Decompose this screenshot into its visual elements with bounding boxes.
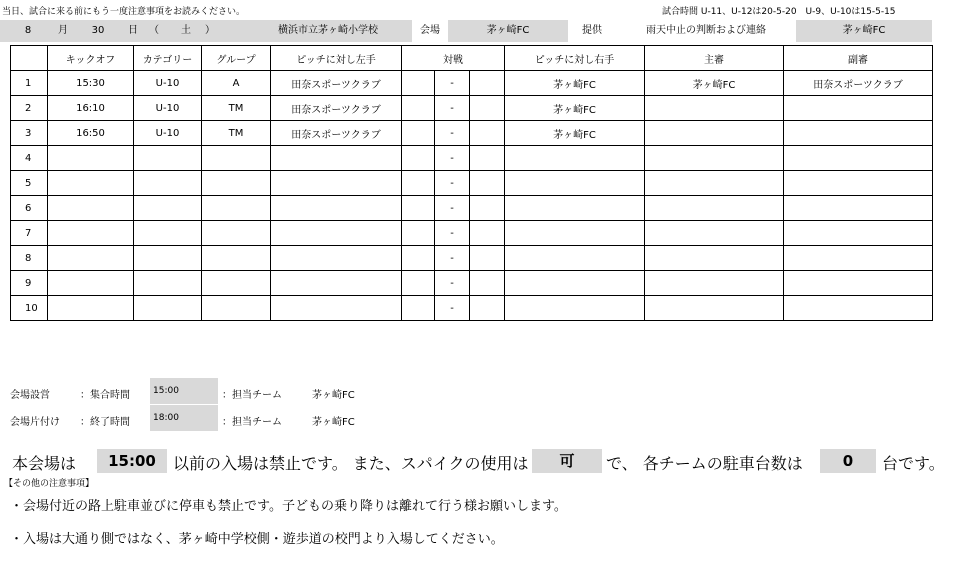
right-team-cell: 茅ヶ崎FC — [505, 121, 645, 146]
col-assistant: 副審 — [784, 46, 933, 71]
table-row — [11, 271, 933, 296]
versus-left-score — [402, 171, 435, 196]
group-cell: A — [202, 71, 271, 96]
right-team-cell: 茅ヶ崎FC — [505, 71, 645, 96]
right-team-cell — [505, 146, 645, 171]
day-label: 日 — [128, 25, 138, 36]
versus-dash: - — [435, 121, 470, 146]
match-time-note: 試合時間 U-11、U-12は20-5-20 U-9、U-10は15-5-15 — [662, 7, 896, 17]
row-number: 3 — [11, 121, 48, 146]
versus-left-score — [402, 296, 435, 321]
month-label: 月 — [58, 25, 68, 36]
kickoff-cell — [48, 196, 134, 221]
versus-dash: - — [435, 171, 470, 196]
versus-left-score — [402, 96, 435, 121]
assistant-cell — [784, 96, 933, 121]
left-team-cell — [271, 271, 402, 296]
notice-part1: 本会場は — [12, 454, 77, 473]
kickoff-cell: 15:30 — [48, 71, 134, 96]
referee-cell — [645, 296, 784, 321]
row-number: 6 — [11, 196, 48, 221]
kickoff-cell: 16:10 — [48, 96, 134, 121]
venue-host: 茅ヶ崎FC — [486, 25, 530, 36]
kickoff-cell — [48, 146, 134, 171]
group-cell — [202, 196, 271, 221]
table-row — [11, 96, 933, 121]
referee-cell — [645, 221, 784, 246]
referee-cell — [645, 196, 784, 221]
versus-left-score — [402, 246, 435, 271]
referee-cell — [645, 121, 784, 146]
category-cell — [134, 271, 202, 296]
row-number: 5 — [11, 171, 48, 196]
group-cell — [202, 296, 271, 321]
category-cell — [134, 246, 202, 271]
setup-label: 会場設営 — [10, 390, 50, 401]
col-versus: 対戦 — [402, 46, 505, 71]
table-row — [11, 121, 933, 146]
col-kickoff: キックオフ — [48, 46, 134, 71]
notice-part2: 以前の入場は禁止です。 また、スパイクの使用は — [173, 454, 529, 473]
note-item: ・会場付近の路上駐車並びに停車も禁止です。子どもの乗り降りは離れて行う様お願いします。 — [10, 499, 567, 514]
assistant-cell — [784, 196, 933, 221]
versus-dash: - — [435, 221, 470, 246]
assistant-cell — [784, 221, 933, 246]
cleanup-label: 会場片付け — [10, 417, 60, 428]
rain-label: 雨天中止の判断および連絡 — [616, 20, 796, 42]
category-cell: U-10 — [134, 121, 202, 146]
assistant-cell: 田奈スポーツクラブ — [784, 71, 933, 96]
notice-part3: で、 各チームの駐車台数は — [606, 454, 803, 473]
left-team-cell — [271, 221, 402, 246]
left-team-cell — [271, 196, 402, 221]
col-left-team: ピッチに対し左手 — [271, 46, 402, 71]
top-note: 当日、試合に来る前にもう一度注意事項をお読みください。 — [2, 7, 246, 17]
row-number: 8 — [11, 246, 48, 271]
kickoff-cell — [48, 246, 134, 271]
left-team-cell: 田奈スポーツクラブ — [271, 96, 402, 121]
versus-dash: - — [435, 71, 470, 96]
setup-time: 15:00 — [153, 386, 179, 396]
setup-team-label: ：担当チーム — [222, 390, 282, 401]
assistant-cell — [784, 296, 933, 321]
group-cell — [202, 171, 271, 196]
cleanup-team-label: ：担当チーム — [222, 417, 282, 428]
versus-right-score — [470, 196, 505, 221]
rain-contact: 茅ヶ崎FC — [842, 25, 886, 36]
assistant-cell — [784, 271, 933, 296]
versus-right-score — [470, 146, 505, 171]
kickoff-cell — [48, 271, 134, 296]
setup-time-label: ：集合時間 — [80, 390, 130, 401]
paren-open: （ — [149, 25, 159, 36]
cleanup-time-label: ：終了時間 — [80, 417, 130, 428]
category-cell — [134, 296, 202, 321]
col-category: カテゴリー — [134, 46, 202, 71]
category-cell — [134, 221, 202, 246]
table-row — [11, 246, 933, 271]
versus-right-score — [470, 71, 505, 96]
right-team-cell: 茅ヶ崎FC — [505, 96, 645, 121]
versus-right-score — [470, 246, 505, 271]
table-row — [11, 221, 933, 246]
paren-close: ） — [205, 25, 215, 36]
assistant-cell — [784, 171, 933, 196]
match-schedule-table — [10, 45, 933, 321]
kickoff-cell: 16:50 — [48, 121, 134, 146]
versus-left-score — [402, 71, 435, 96]
month-value: 8 — [24, 25, 32, 36]
group-cell: TM — [202, 121, 271, 146]
versus-right-score — [470, 221, 505, 246]
category-cell — [134, 171, 202, 196]
notice-part4: 台です。 — [882, 454, 945, 473]
category-cell — [134, 196, 202, 221]
category-cell: U-10 — [134, 71, 202, 96]
versus-left-score — [402, 121, 435, 146]
group-cell — [202, 146, 271, 171]
versus-right-score — [470, 271, 505, 296]
versus-dash: - — [435, 246, 470, 271]
assistant-cell — [784, 121, 933, 146]
table-row — [11, 71, 933, 96]
referee-cell — [645, 246, 784, 271]
versus-right-score — [470, 121, 505, 146]
provide-label: 提供 — [568, 20, 616, 42]
versus-dash: - — [435, 146, 470, 171]
referee-cell: 茅ヶ崎FC — [645, 71, 784, 96]
group-cell: TM — [202, 96, 271, 121]
referee-cell — [645, 271, 784, 296]
referee-cell — [645, 171, 784, 196]
row-number: 1 — [11, 71, 48, 96]
left-team-cell — [271, 146, 402, 171]
note-item: ・入場は大通り側ではなく、茅ヶ崎中学校側・遊歩道の校門より入場してください。 — [10, 532, 504, 547]
table-row — [11, 196, 933, 221]
right-team-cell — [505, 196, 645, 221]
col-no — [11, 46, 48, 71]
col-referee: 主審 — [645, 46, 784, 71]
versus-left-score — [402, 196, 435, 221]
table-row — [11, 171, 933, 196]
assistant-cell — [784, 246, 933, 271]
col-right-team: ピッチに対し右手 — [505, 46, 645, 71]
col-group: グループ — [202, 46, 271, 71]
venue-name: 横浜市立茅ヶ崎小学校 — [278, 25, 378, 36]
left-team-cell: 田奈スポーツクラブ — [271, 121, 402, 146]
category-cell — [134, 146, 202, 171]
left-team-cell: 田奈スポーツクラブ — [271, 71, 402, 96]
referee-cell — [645, 146, 784, 171]
cleanup-team: 茅ヶ崎FC — [312, 417, 355, 428]
group-cell — [202, 221, 271, 246]
versus-left-score — [402, 271, 435, 296]
versus-left-score — [402, 146, 435, 171]
referee-cell — [645, 96, 784, 121]
versus-dash: - — [435, 271, 470, 296]
setup-team: 茅ヶ崎FC — [312, 390, 355, 401]
right-team-cell — [505, 171, 645, 196]
day-value: 30 — [91, 25, 105, 36]
row-number: 4 — [11, 146, 48, 171]
parking-count: 0 — [820, 449, 876, 473]
left-team-cell — [271, 246, 402, 271]
category-cell: U-10 — [134, 96, 202, 121]
versus-dash: - — [435, 196, 470, 221]
versus-right-score — [470, 96, 505, 121]
right-team-cell — [505, 296, 645, 321]
date-venue-header — [0, 20, 953, 42]
right-team-cell — [505, 221, 645, 246]
assistant-cell — [784, 146, 933, 171]
row-number: 7 — [11, 221, 48, 246]
row-number: 2 — [11, 96, 48, 121]
versus-right-score — [470, 296, 505, 321]
left-team-cell — [271, 171, 402, 196]
left-team-cell — [271, 296, 402, 321]
table-row — [11, 296, 933, 321]
entry-time: 15:00 — [97, 449, 167, 473]
row-number: 10 — [11, 296, 48, 321]
group-cell — [202, 271, 271, 296]
versus-left-score — [402, 221, 435, 246]
right-team-cell — [505, 271, 645, 296]
versus-dash: - — [435, 296, 470, 321]
right-team-cell — [505, 246, 645, 271]
row-number: 9 — [11, 271, 48, 296]
versus-right-score — [470, 171, 505, 196]
other-notes-title: 【その他の注意事項】 — [4, 479, 95, 489]
versus-dash: - — [435, 96, 470, 121]
kickoff-cell — [48, 221, 134, 246]
table-header-row — [11, 46, 933, 71]
kickoff-cell — [48, 296, 134, 321]
table-row — [11, 146, 933, 171]
group-cell — [202, 246, 271, 271]
cleanup-time: 18:00 — [153, 413, 179, 423]
spike-allowed: 可 — [532, 449, 602, 473]
venue-label: 会場 — [412, 20, 448, 42]
kickoff-cell — [48, 171, 134, 196]
weekday-value: 土 — [181, 25, 191, 36]
